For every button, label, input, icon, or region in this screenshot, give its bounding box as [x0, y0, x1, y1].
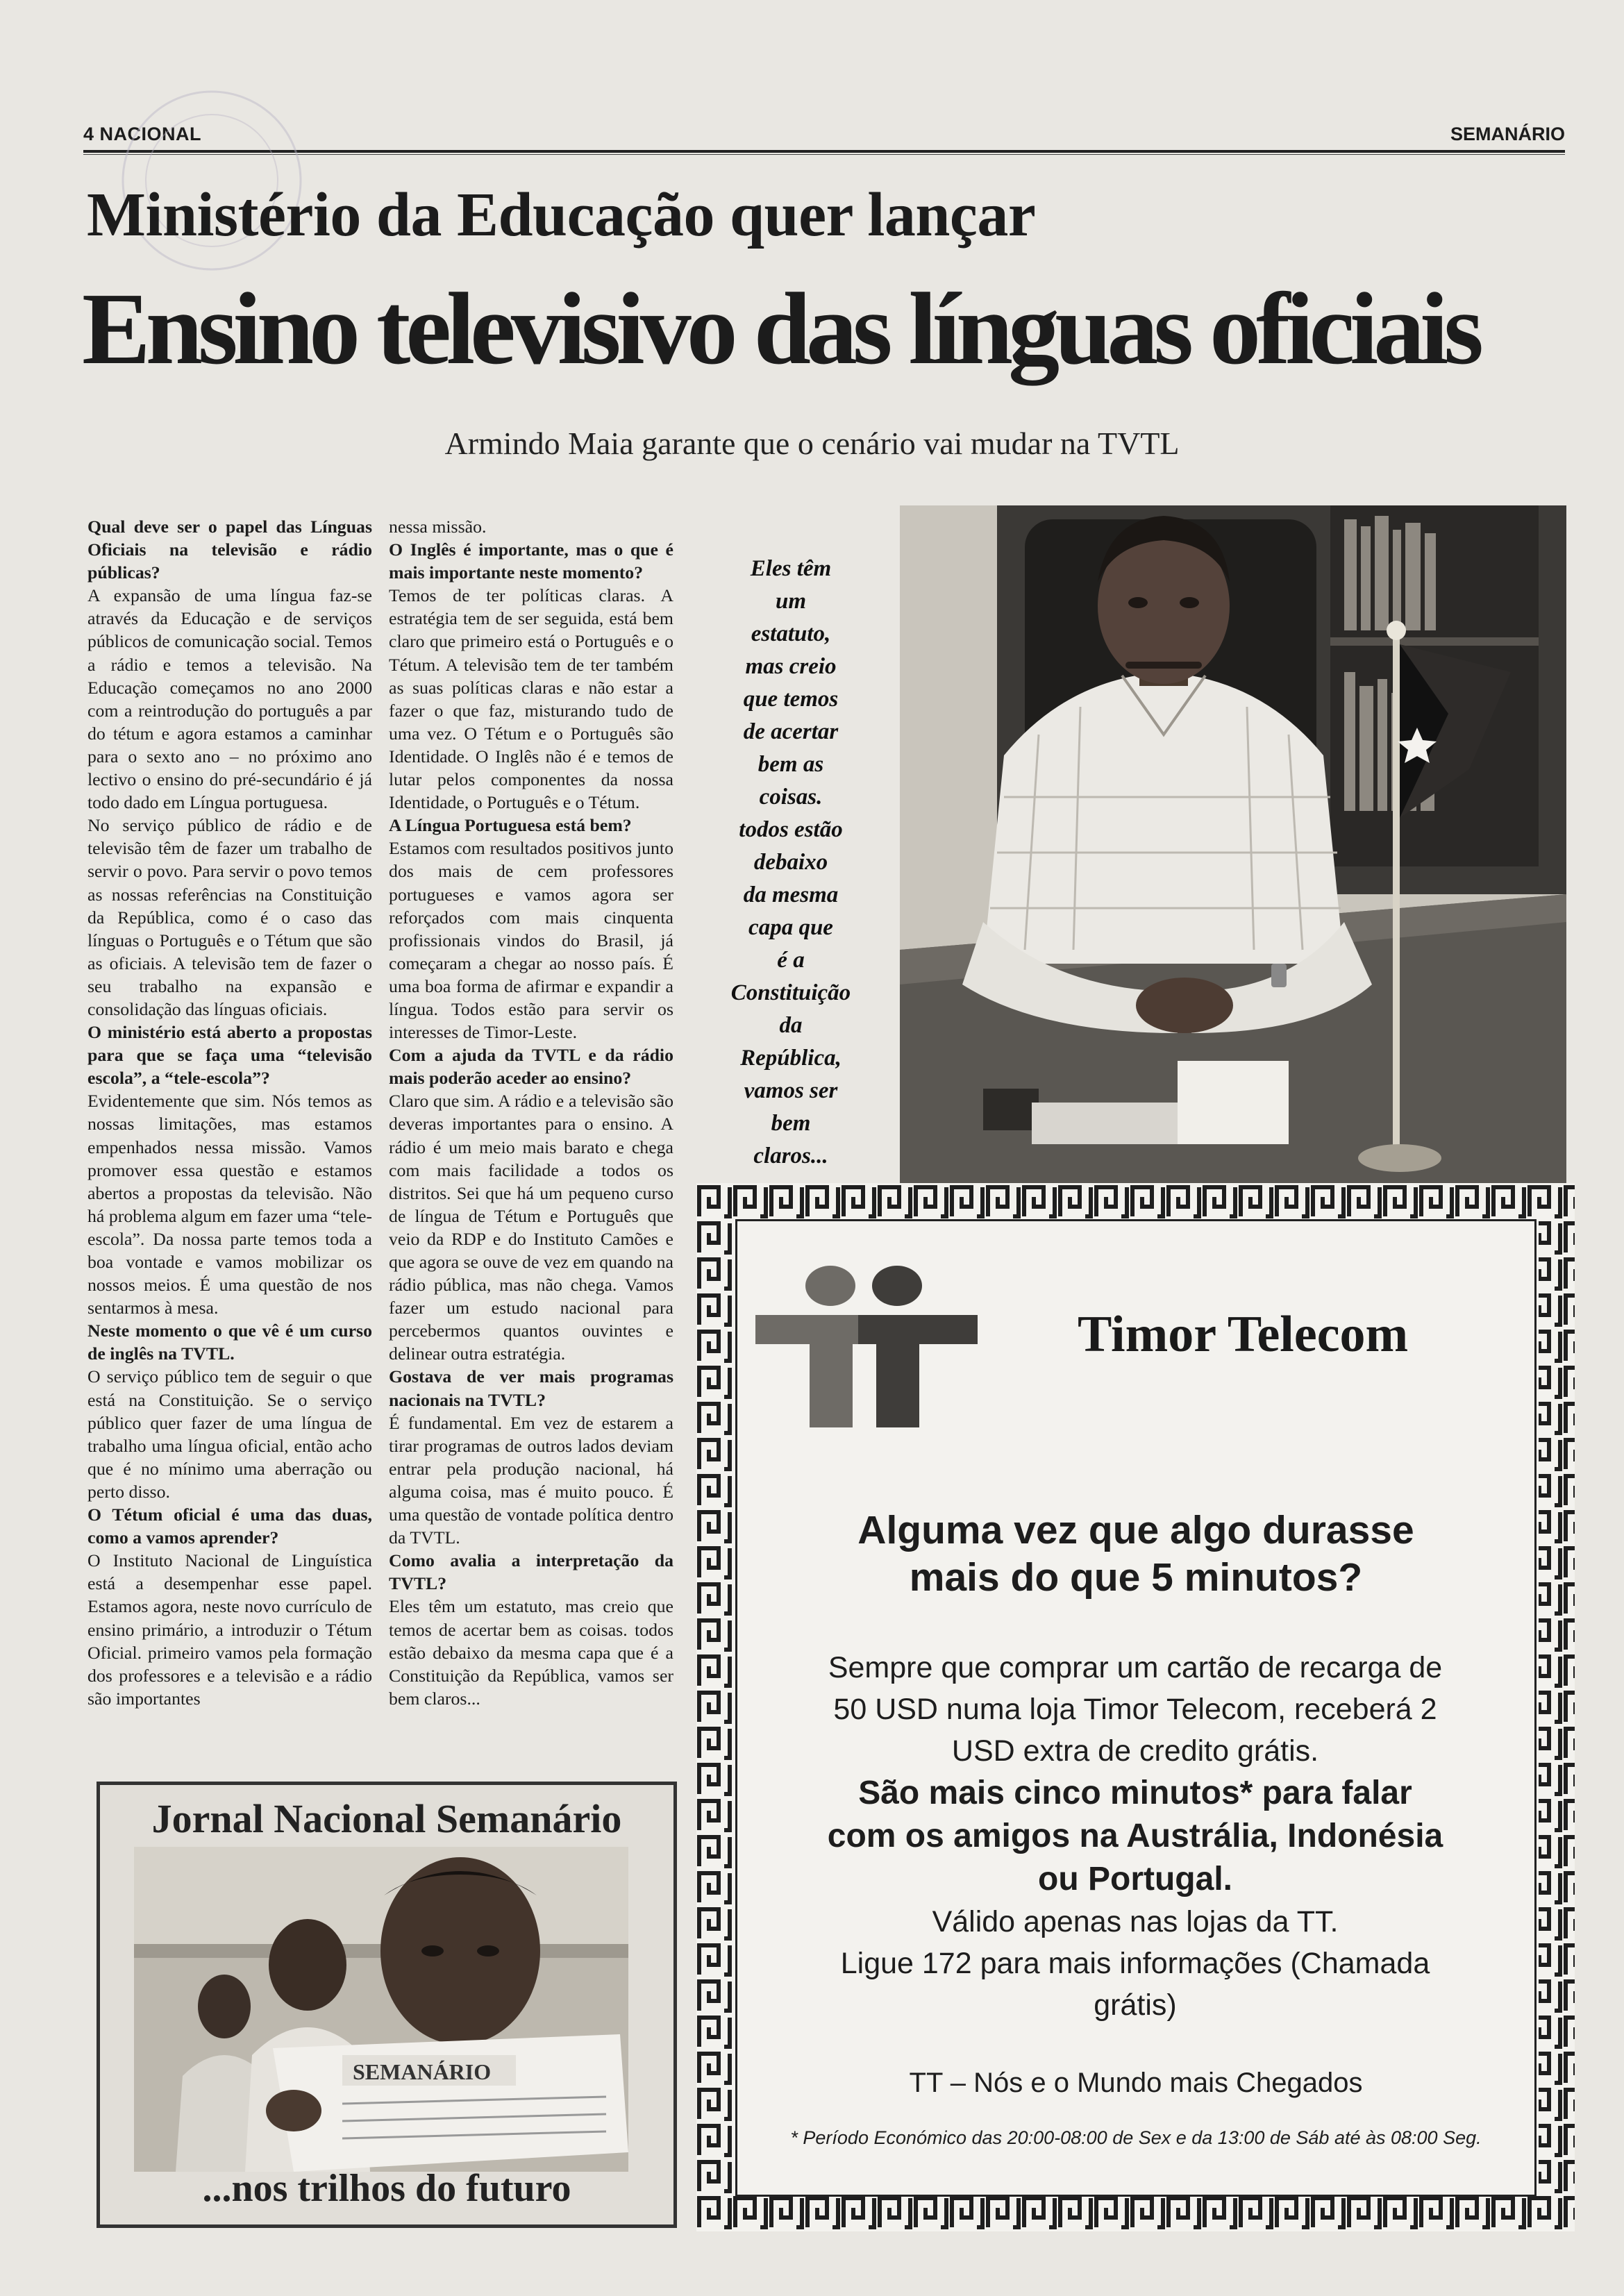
pull-quote-line: da mesma: [743, 882, 839, 907]
pull-quote-line: Eles têm: [750, 556, 832, 581]
interview-answer: A expansão de uma língua faz-se através da Educação e de serviços públicos de comunicação social. Temos a rádio e temos a televisão. Na Educação começamos no ano 2000 com a reintrodução do português a par do tétum e agora estamos a caminhar para o sexto ano – no próximo ano lectivo o ensino do pré-secundário é já todo dado em Língua portuguesa.: [87, 585, 372, 813]
interview-question: A Língua Portuguesa está bem?: [389, 815, 632, 836]
interview-answer: É fundamental. Em vez de estarem a tirar programas de outros lados deviam entrar pela produção nacional, há alguma coisa, mas é muito pouco. É uma questão de vontade política dentro da TVTL.: [389, 1412, 673, 1548]
ad-headline-line: Alguma vez que algo durasse: [857, 1508, 1414, 1552]
pull-quote-line: debaixo: [753, 850, 828, 875]
ad-footnote: * Período Económico das 20:00-08:00 de Sex e da 13:00 de Sáb até às 08:00 Seg.: [790, 2127, 1482, 2148]
interview-question: Com a ajuda da TVTL e da rádio mais poderão aceder ao ensino?: [389, 1045, 673, 1089]
article-headline: Ensino televisivo das línguas oficiais: [82, 272, 1479, 386]
interview-answer: O Instituto Nacional de Linguística está a desempenhar esse papel. Estamos agora, neste novo currículo de ensino primário, a introduzir o Tétum Oficial. primeiro vamos pela formação dos professores e a televisão e a rádio são importantes: [87, 1550, 372, 1709]
pull-quote-line: mas creio: [745, 654, 837, 679]
pull-quote-line: República,: [740, 1046, 842, 1071]
pull-quote-line: capa que: [748, 915, 833, 940]
interview-question: Neste momento o que vê é um curso de inglês na TVTL.: [87, 1321, 372, 1364]
ad-body-line: USD extra de credito grátis.: [951, 1734, 1319, 1768]
interview-answer: Claro que sim. A rádio e a televisão são deveras importantes para o ensino. A rádio é um meio mais barato e chega com mais facilidade a todos os distritos. Sei que há um pequeno curso de língua de Tétum e Português que veio da RDP e do Instituto Camões e que agora se ouve de vez em quando na rádio pública, mas não chega. Vamos fazer um estudo nacional para percebermos quantos ouvintes e delinear outra estratégia.: [389, 1091, 673, 1364]
ad-info-line: Ligue 172 para mais informações (Chamada: [840, 1947, 1430, 1980]
pull-quote-line: é a: [777, 948, 805, 973]
pull-quote-line: um: [775, 589, 807, 614]
pull-quote-line: bem as: [757, 752, 824, 777]
interview-answer: Eles têm um estatuto, mas creio que temos de acertar bem as coisas. todos estão debaixo da mesma capa que é a Constituição da República, vamos ser bem claros...: [389, 1596, 673, 1709]
pull-quote-line: claros...: [753, 1143, 828, 1168]
interview-question: O ministério está aberto a propostas para que se faça uma “televisão escola”, a “tele-escola”?: [87, 1022, 372, 1089]
promo-newspaper-masthead: SEMANÁRIO: [353, 2059, 492, 2084]
interview-question: O Tétum oficial é uma das duas, como a vamos aprender?: [87, 1505, 372, 1548]
ad-body-line: Sempre que comprar um cartão de recarga de: [828, 1651, 1443, 1684]
interview-answer: nessa missão.: [389, 517, 487, 537]
ad-info-line: grátis): [1094, 1988, 1177, 2022]
ad-body: [760, 1647, 1510, 2026]
promo-tagline: ...nos trilhos do futuro: [202, 2167, 571, 2210]
interview-answer: Temos de ter políticas claras. A estratégia tem de ser seguida, está bem claro que primeiro está o Português e o Tétum. A televisão tem de ter também as suas políticas claras e não estar a fazer o que faz, misturando tudo de uma vez. O Tétum e o Português são Identidade. O Inglês não é e temos de lutar pelos componentes da nossa Identidade, o Português e o Tétum.: [389, 585, 673, 813]
page-section-label: 4 NACIONAL: [83, 124, 202, 144]
ad-info-line: Válido apenas nas lojas da TT.: [932, 1905, 1339, 1938]
pull-quote-line: bem: [771, 1111, 811, 1136]
pull-quote-line: coisas.: [759, 785, 823, 810]
pull-quote-line: Constituição: [730, 980, 851, 1005]
pull-quote-line: que temos: [743, 687, 839, 712]
interview-answer: Evidentemente que sim. Nós temos as nossas limitações, mas estamos empenhados nessa missão. Vamos promover essa questão e estamos abertos a propostas da televisão. Não há problema algum em fazer uma “tele-escola”. Da nossa parte temos toda a boa vontade e vamos mobilizar os nossos meios. É uma questão de nos sentarmos à mesa.: [87, 1091, 372, 1318]
interview-answer: Estamos com resultados positivos junto dos mais de cem professores portugueses e vamos agora ser reforçados com mais cinquenta profissionais vindos do Brasil, já começaram a chegar ao nosso país. É uma boa forma de afirmar e expandir a língua. Todos estão para servir os interesses de Timor-Leste.: [389, 838, 673, 1043]
ad-bold-line: com os amigos na Austrália, Indonésia: [827, 1818, 1443, 1854]
interview-answer: No serviço público de rádio e de televisão têm de fazer um trabalho de servir o povo. Para servir o povo temos as nossas referências na Constituição da República, como é o caso das línguas o Português e o Tétum que são as oficiais. A televisão tem de fazer o seu trabalho na expansão e consolidação das línguas oficiais.: [87, 815, 372, 1019]
ad-headline-line: mais do que 5 minutos?: [909, 1555, 1363, 1600]
article-column-2: [389, 515, 673, 1710]
ad-slogan: TT – Nós e o Mundo mais Chegados: [909, 2068, 1363, 2098]
promo-photo: [134, 1847, 628, 2172]
interview-question: Qual deve ser o papel das Línguas Oficiais na televisão e rádio públicas?: [87, 517, 372, 583]
interview-answer: O serviço público tem de seguir o que está na Constituição. Se o serviço público quer fazer de uma língua de trabalho uma língua oficial, então acho que é no mínimo uma aberração ou perto disso.: [87, 1366, 372, 1502]
ad-bold-line: São mais cinco minutos* para falar: [858, 1775, 1412, 1811]
timor-telecom-logo-icon: [755, 1265, 978, 1429]
interview-photo: [900, 505, 1566, 1183]
interview-question: Como avalia a interpretação da TVTL?: [389, 1550, 673, 1594]
pull-quote: [694, 553, 887, 1173]
interview-question: O Inglês é importante, mas o que é mais importante neste momento?: [389, 539, 673, 583]
ad-headline: [735, 1507, 1537, 1601]
pull-quote-line: vamos ser: [744, 1078, 838, 1103]
pull-quote-line: estatuto,: [751, 621, 831, 646]
ad-bold-line: ou Portugal.: [1038, 1861, 1232, 1897]
ad-brand-name: Timor Telecom: [1078, 1306, 1409, 1363]
publication-name: SEMANÁRIO: [1450, 124, 1565, 144]
pull-quote-line: da: [779, 1013, 803, 1038]
interview-question: Gostava de ver mais programas nacionais na TVTL?: [389, 1366, 673, 1410]
article-subhead: Armindo Maia garante que o cenário vai mudar na TVTL: [444, 426, 1180, 461]
article-column-1: [87, 515, 372, 1710]
article-kicker: Ministério da Educação quer lançar: [87, 181, 1036, 249]
promo-title: Jornal Nacional Semanário: [151, 1796, 622, 1841]
pull-quote-line: todos estão: [739, 817, 843, 842]
ad-body-line: 50 USD numa loja Timor Telecom, receberá 2: [833, 1693, 1437, 1726]
pull-quote-line: de acertar: [743, 719, 839, 744]
